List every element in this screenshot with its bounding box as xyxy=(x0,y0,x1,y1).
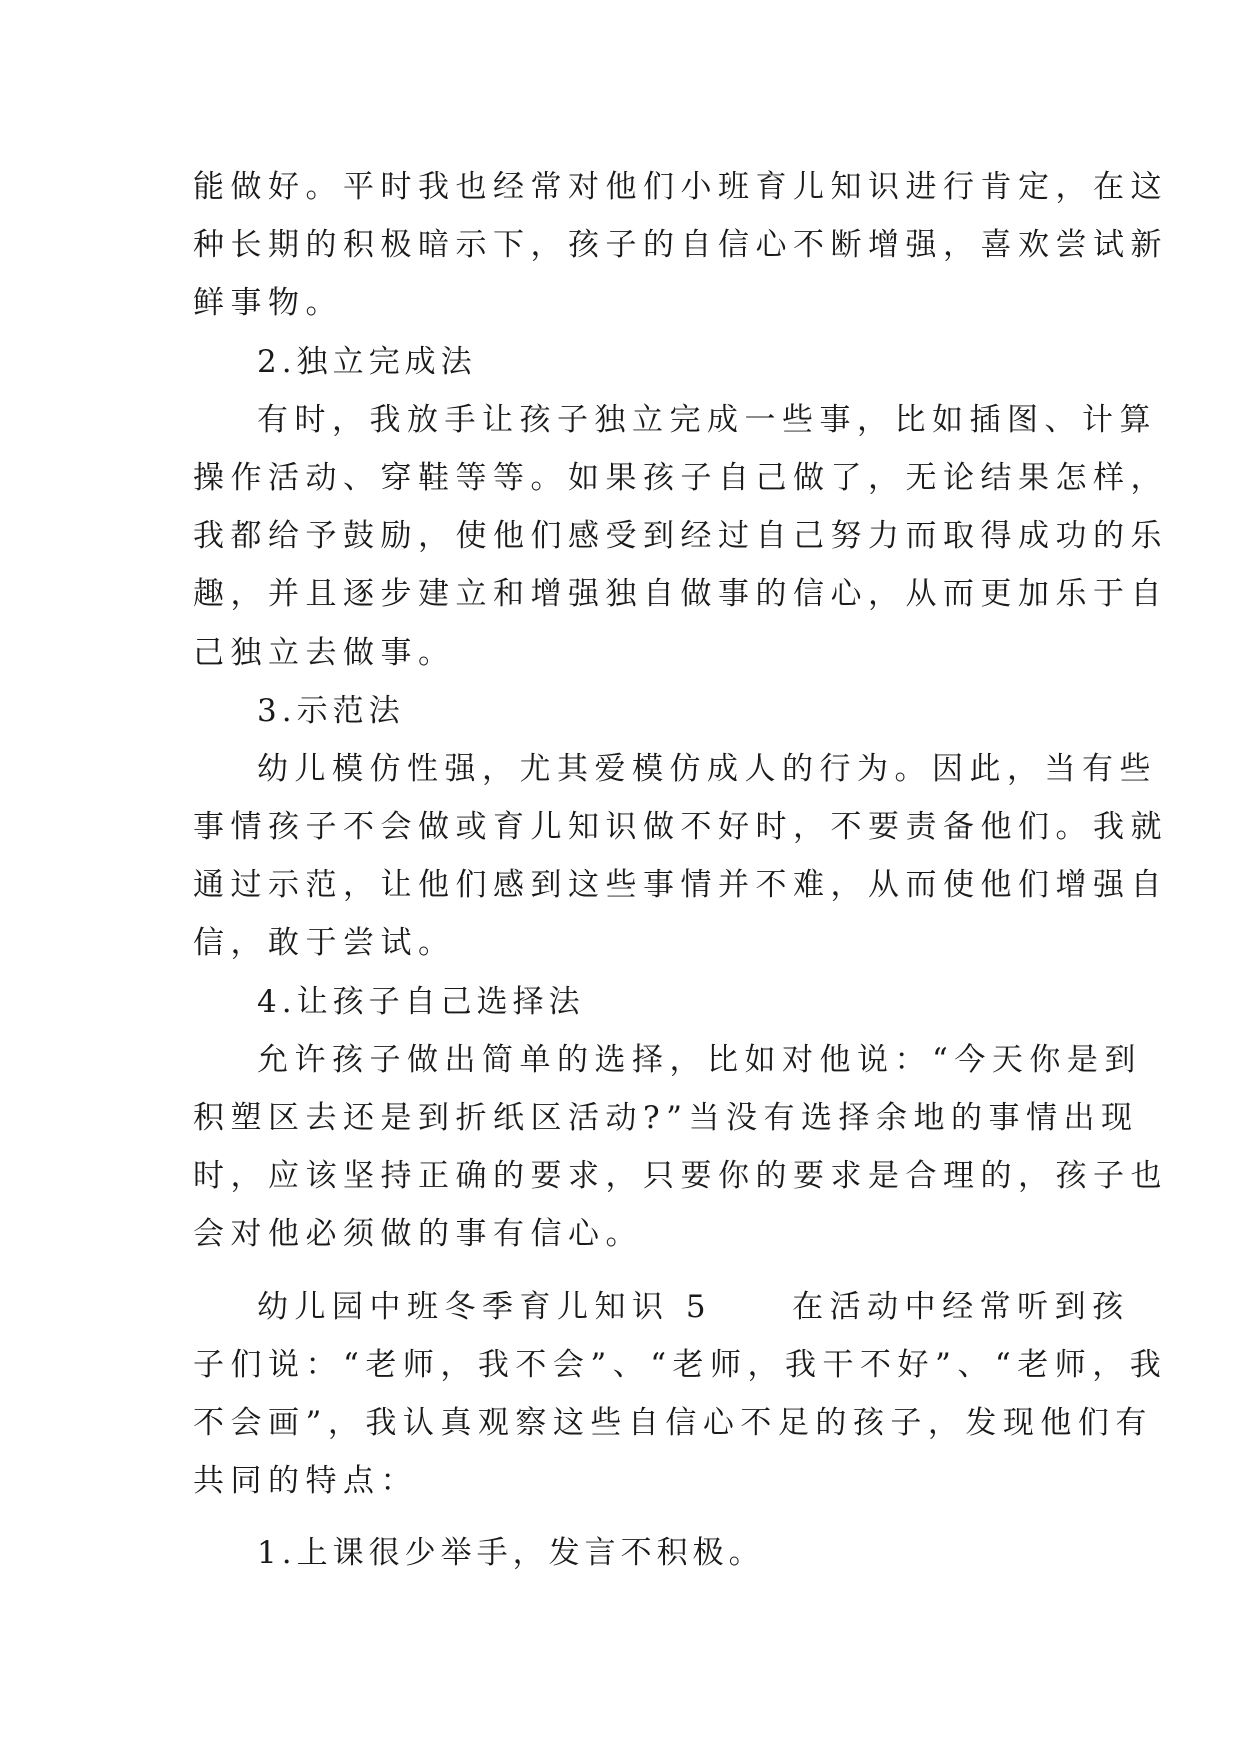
spacer xyxy=(193,1264,1063,1278)
text-line: 我都给予鼓励，使他们感受到经过自己努力而取得成功的乐 xyxy=(193,518,1168,555)
text-line: 会对他必须做的事有信心。 xyxy=(193,1216,643,1253)
paragraph xyxy=(193,1031,1168,1264)
text-line: 子们说：“老师，我不会”、“老师，我干不好”、“老师，我 xyxy=(193,1346,1168,1383)
section-first-line-text: 在活动中经常听到孩 xyxy=(792,1288,1130,1325)
text-line: 信，敢于尝试。 xyxy=(193,925,456,962)
text-line: 幼儿模仿性强，尤其爱模仿成人的行为。因此，当有些 xyxy=(257,750,1157,787)
text-line: 能做好。平时我也经常对他们小班育儿知识进行肯定，在这 xyxy=(193,169,1168,205)
text-line: 有时，我放手让孩子独立完成一些事，比如插图、计算 xyxy=(257,401,1157,438)
method-heading: 2.独立完成法 xyxy=(257,343,477,380)
text-line: 事情孩子不会做或育儿知识做不好时，不要责备他们。我就 xyxy=(193,809,1168,846)
method-heading: 3.示范法 xyxy=(257,692,405,729)
document-page xyxy=(193,158,1168,1583)
text-line: 积塑区去还是到折纸区活动?”当没有选择余地的事情出现 xyxy=(193,1100,1139,1136)
text-line: 鲜事物。 xyxy=(193,285,343,322)
text-line: 时，应该坚持正确的要求，只要你的要求是合理的，孩子也 xyxy=(193,1158,1168,1195)
list-item: 1.上课很少举手，发言不积极。 xyxy=(257,1535,765,1572)
text-line xyxy=(193,1278,1130,1336)
text-line: 共同的特点： xyxy=(193,1463,418,1500)
text-line: 通过示范，让他们感到这些事情并不难，从而使他们增强自 xyxy=(193,867,1168,904)
text-line: 种长期的积极暗示下，孩子的自信心不断增强，喜欢尝试新 xyxy=(193,227,1168,264)
paragraph xyxy=(193,391,1168,682)
text-line: 不会画”，我认真观察这些自信心不足的孩子，发现他们有 xyxy=(193,1404,1153,1441)
text-line: 己独立去做事。 xyxy=(193,634,456,671)
paragraph xyxy=(193,158,1168,333)
text-line: 趣，并且逐步建立和增强独自做事的信心，从而更加乐于自 xyxy=(193,576,1168,613)
section xyxy=(193,1278,1168,1511)
method-heading: 4.让孩子自己选择法 xyxy=(257,983,585,1020)
text-line: 允许孩子做出简单的选择，比如对他说：“今天你是到 xyxy=(257,1041,1142,1078)
paragraph xyxy=(193,740,1168,973)
section-title: 幼儿园中班冬季育儿知识 5 xyxy=(257,1288,713,1325)
text-line: 操作活动、穿鞋等等。如果孩子自己做了，无论结果怎样， xyxy=(193,459,1168,496)
spacer xyxy=(193,1510,1063,1524)
